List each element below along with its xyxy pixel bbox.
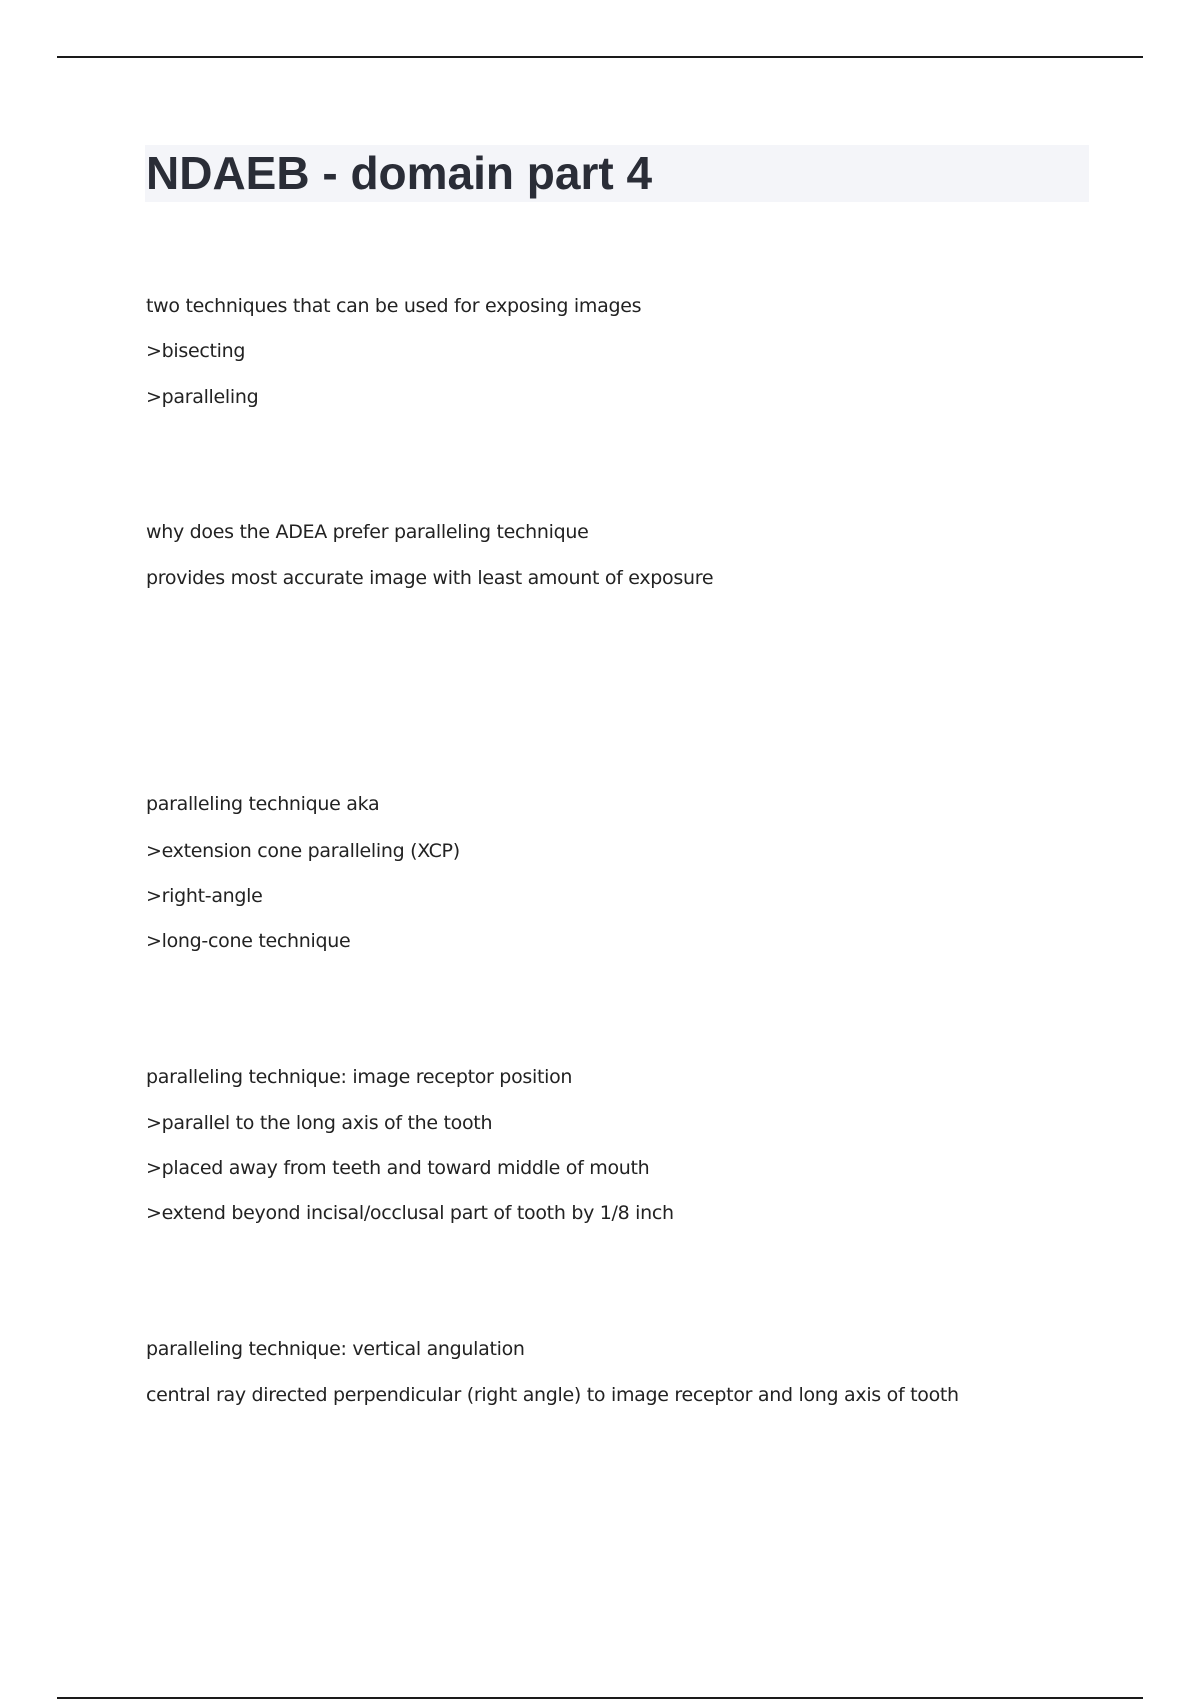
card-definition-line: >extend beyond incisal/occlusal part of tooth by 1/8 inch xyxy=(146,1202,674,1224)
card-definition-line: central ray directed perpendicular (right angle) to image receptor and long axis of tooth xyxy=(146,1384,959,1406)
card-term: why does the ADEA prefer paralleling technique xyxy=(146,521,589,543)
card-term: two techniques that can be used for exposing images xyxy=(146,295,642,317)
card-definition-line: >paralleling xyxy=(146,386,259,408)
card-definition-line: >right-angle xyxy=(146,885,263,907)
page-title: NDAEB - domain part 4 xyxy=(146,147,653,199)
bottom-divider xyxy=(57,1697,1143,1699)
card-definition-line: provides most accurate image with least amount of exposure xyxy=(146,567,714,589)
card-term: paralleling technique: vertical angulation xyxy=(146,1338,525,1360)
card-definition-line: >bisecting xyxy=(146,340,246,362)
top-divider xyxy=(57,56,1143,58)
card-definition-line: >long-cone technique xyxy=(146,930,351,952)
card-definition-line: >extension cone paralleling (XCP) xyxy=(146,840,460,862)
card-definition-line: >parallel to the long axis of the tooth xyxy=(146,1112,493,1134)
card-term: paralleling technique aka xyxy=(146,793,380,815)
card-definition-line: >placed away from teeth and toward middle of mouth xyxy=(146,1157,650,1179)
card-term: paralleling technique: image receptor position xyxy=(146,1066,573,1088)
